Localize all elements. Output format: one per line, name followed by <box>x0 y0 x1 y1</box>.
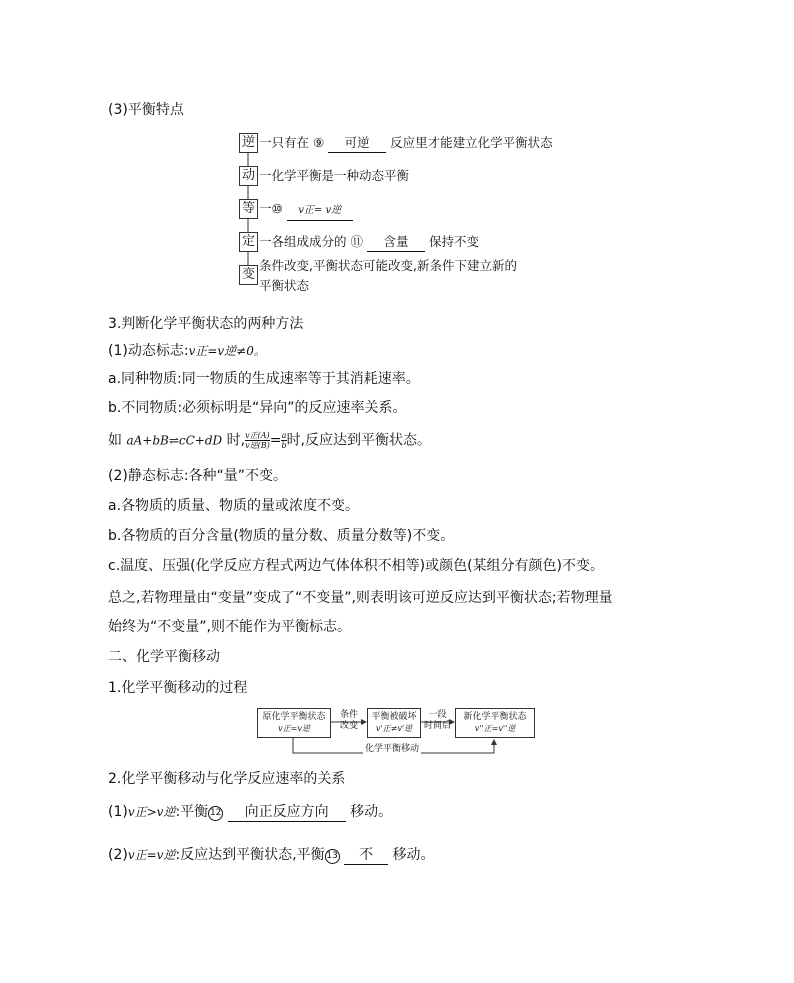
feature-line-5b: 平衡状态 <box>259 278 310 293</box>
relation-2-pre: (2) <box>108 847 128 863</box>
example-post: 时,反应达到平衡状态。 <box>286 432 432 449</box>
example-eq: = <box>269 432 282 449</box>
relation-1 <box>108 803 392 822</box>
example-mid: 时, <box>226 432 246 449</box>
feature-box-ni: 逆 <box>239 133 258 153</box>
subheading-2-1: 1.化学平衡移动的过程 <box>108 680 248 696</box>
coef-num: a <box>281 431 287 440</box>
feature-4-blank: 含量 <box>367 233 425 252</box>
flow-arrow-2-l2: 时间后 <box>423 721 451 731</box>
flow-box-broken-title: 平衡被破坏 <box>371 712 417 722</box>
relation-1-pre: (1) <box>108 804 128 820</box>
feature-3-pre: 一⑩ <box>259 201 283 216</box>
relation-1-post: 移动。 <box>350 804 393 820</box>
feature-box-bian: 变 <box>239 265 258 285</box>
coef-den: b <box>281 441 287 450</box>
flow-box-broken-eq: v'正≠v'逆 <box>375 724 413 733</box>
rate-fraction-num: v正(A) <box>245 431 270 440</box>
flow-arrow-1-l1: 条件 <box>339 710 358 720</box>
subheading-2-2: 2.化学平衡移动与化学反应速率的关系 <box>108 771 346 787</box>
relation-2 <box>108 846 435 865</box>
static-criterion: (2)静态标志:各种“量”不变。 <box>108 468 288 484</box>
flow-arrow-2-l1: 一段 <box>428 710 447 720</box>
flow-arrow-2-label <box>421 710 454 732</box>
feature-box-dong: 动 <box>239 166 258 186</box>
flow-box-original-eq: v正=v逆 <box>278 724 310 733</box>
feature-1-blank: 可逆 <box>328 134 386 153</box>
relation-1-condition: v正>v逆 <box>127 805 176 819</box>
blank-number-13: 13 <box>325 849 340 864</box>
blank-number-12: 12 <box>208 806 223 821</box>
relation-1-mid: :平衡 <box>175 804 209 820</box>
para-2c: c.温度、压强(化学反应方程式两边气体体积不相等)或颜色(某组分有颜色)不变。 <box>108 558 604 574</box>
flow-arrow-1-label <box>334 710 364 732</box>
heading-3: 3.判断化学平衡状态的两种方法 <box>108 316 304 332</box>
relation-2-post: 移动。 <box>392 847 435 863</box>
section-2-heading: 二、化学平衡移动 <box>108 649 220 665</box>
feature-line-2: 一化学平衡是一种动态平衡 <box>259 168 410 183</box>
feature-4-post: 保持不变 <box>428 234 479 249</box>
relation-1-blank: 向正反应方向 <box>228 803 346 822</box>
summary-line-2: 始终为“不变量”,则不能作为平衡标志。 <box>108 619 351 635</box>
dynamic-label: (1)动态标志: <box>108 343 189 359</box>
para-a: a.同种物质:同一物质的生成速率等于其消耗速率。 <box>108 371 420 387</box>
feature-line-5a: 条件改变,平衡状态可能改变,新条件下建立新的 <box>259 258 517 273</box>
para-2b: b.各物质的百分含量(物质的量分数、质量分数等)不变。 <box>108 528 455 544</box>
para-b: b.不同物质:必须标明是“异向”的反应速率关系。 <box>108 400 407 416</box>
dynamic-equation: v正=v逆≠0。 <box>188 344 266 358</box>
summary-line-1: 总之,若物理量由“变量”变成了“不变量”,则表明该可逆反应达到平衡状态;若物理量 <box>108 590 613 606</box>
feature-3-blank: v正= v逆 <box>287 202 353 221</box>
section-title-3: (3)平衡特点 <box>108 102 184 118</box>
para-2a: a.各物质的质量、物质的量或浓度不变。 <box>108 498 360 514</box>
flow-box-new-eq: v''正=v''逆 <box>474 724 516 733</box>
rate-fraction-den: v逆(B) <box>245 441 270 450</box>
flow-box-new-title: 新化学平衡状态 <box>463 712 527 722</box>
feature-1-pre: 一只有在 ⑨ <box>259 135 325 150</box>
relation-2-condition: v正=v逆 <box>127 848 176 862</box>
feature-1-post: 反应里才能建立化学平衡状态 <box>390 135 553 150</box>
feature-4-pre: 一各组成成分的 ⑪ <box>259 234 363 249</box>
feature-box-ding: 定 <box>239 232 258 252</box>
feature-box-deng: 等 <box>239 199 258 219</box>
flow-arrow-1-l2: 改变 <box>339 721 358 731</box>
relation-2-mid: :反应达到平衡状态,平衡 <box>175 847 325 863</box>
flow-bottom-label: 化学平衡移动 <box>363 742 421 757</box>
example-pre: 如 <box>108 432 122 449</box>
reaction-equation: aA+bB⇌cC+dD <box>126 433 223 448</box>
flow-box-original-title: 原化学平衡状态 <box>262 712 326 722</box>
relation-2-blank: 不 <box>344 846 388 865</box>
